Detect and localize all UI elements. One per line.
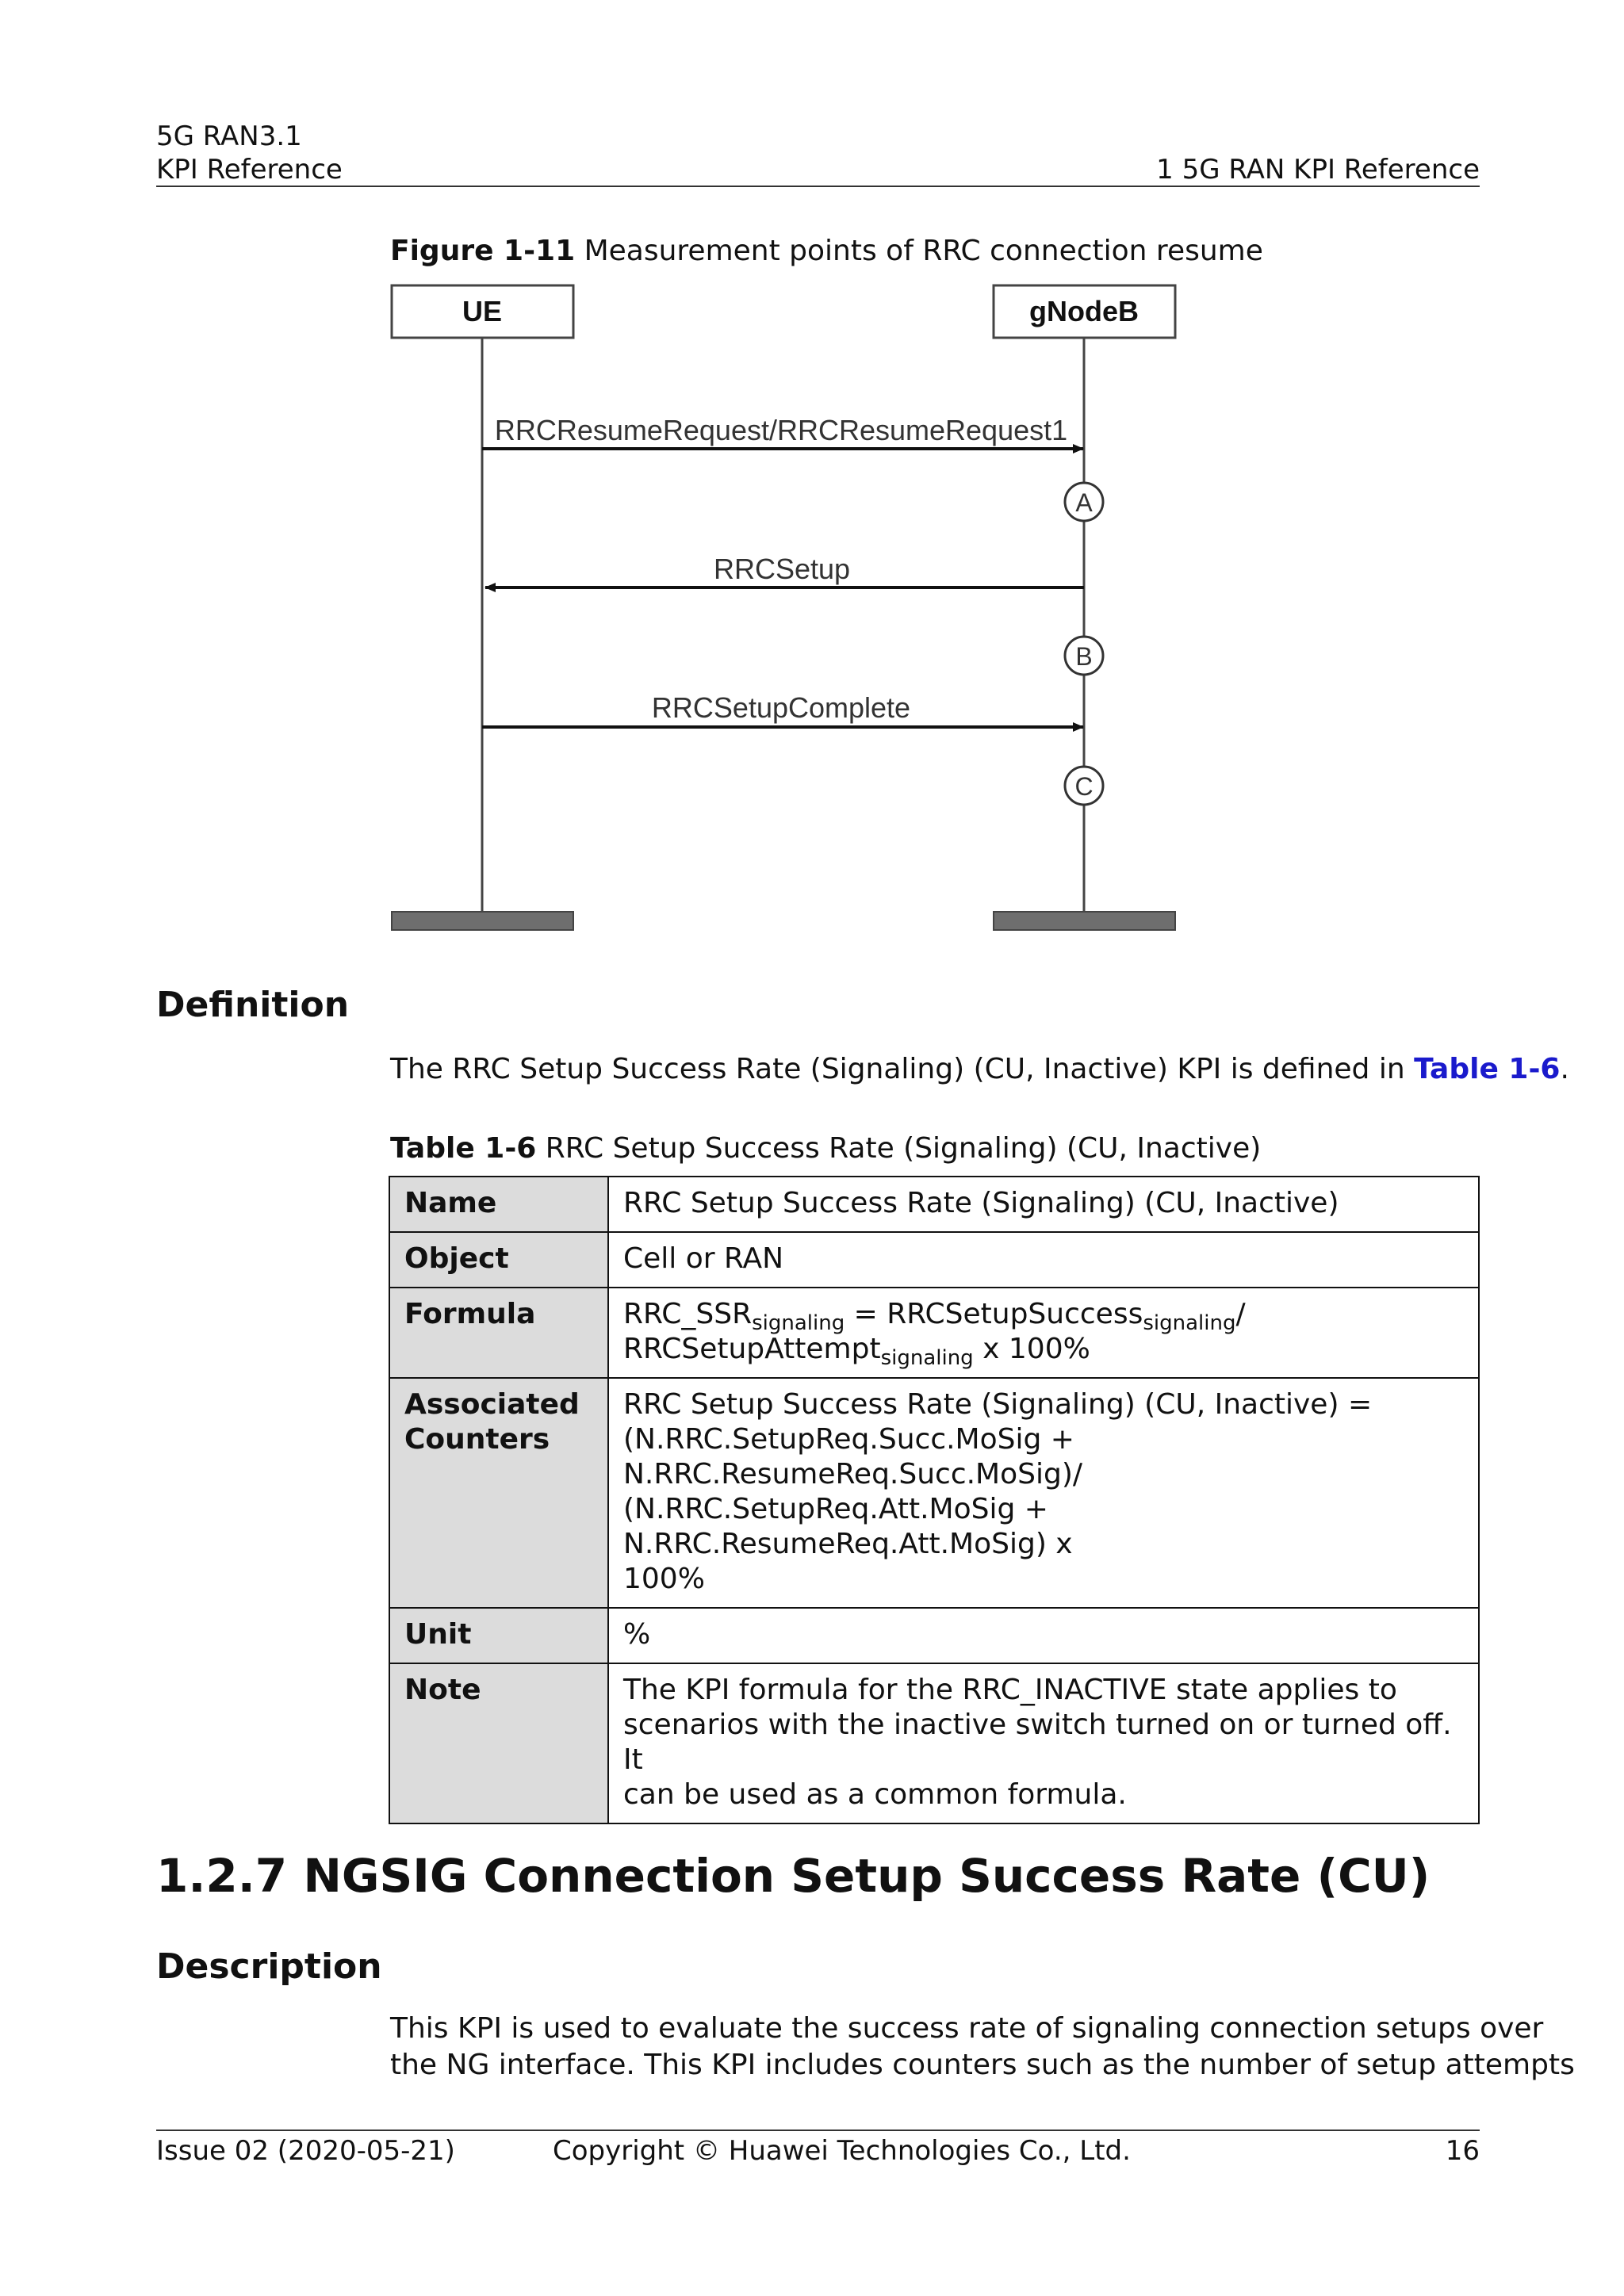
gnodeb-entity-label: gNodeB [1029, 295, 1139, 327]
footer-copyright: Copyright © Huawei Technologies Co., Ltd. [553, 2135, 1131, 2167]
table-key-note: Note [389, 1663, 608, 1823]
table-key-counters-line2: Counters [404, 1423, 550, 1456]
table-value-formula [608, 1288, 1479, 1378]
gnodeb-lifeline-end [994, 912, 1175, 930]
figure-label: Figure 1-11 [390, 235, 576, 267]
formula-denominator-sub: signaling [880, 1346, 974, 1370]
table-key-counters-line1: Associated [404, 1388, 580, 1421]
section-title: 1.2.7 NGSIG Connection Setup Success Rate (CU) [156, 1849, 1431, 1903]
measurement-point-b-label: B [1075, 642, 1093, 671]
formula-lhs-sub: signaling [752, 1311, 845, 1335]
table-value-name: RRC Setup Success Rate (Signaling) (CU, Inactive) [608, 1177, 1479, 1232]
table-row-note [389, 1663, 1479, 1823]
figure-title: Measurement points of RRC connection resume [584, 235, 1263, 267]
table-value-unit: % [608, 1608, 1479, 1663]
message-resume-request-label: RRCResumeRequest/RRCResumeRequest1 [494, 414, 1068, 446]
header-rule [156, 186, 1480, 187]
note-line-3: can be used as a common formula. [623, 1778, 1127, 1811]
figure-caption [390, 235, 1263, 267]
table-1-6-link[interactable]: Table 1-6 [1414, 1053, 1561, 1085]
definition-tail: . [1560, 1053, 1569, 1085]
formula-divide: / [1235, 1298, 1246, 1330]
formula-lhs: RRC_SSR [623, 1298, 753, 1330]
table-key-object: Object [389, 1232, 608, 1288]
formula-numerator: = RRCSetupSuccess [845, 1298, 1143, 1330]
counters-line-4: 100% [623, 1563, 705, 1595]
formula-multiplier: x 100% [973, 1333, 1090, 1365]
table-row-formula [389, 1288, 1479, 1378]
formula-numerator-sub: signaling [1143, 1311, 1236, 1335]
kpi-definition-table [389, 1176, 1480, 1824]
table-key-formula: Formula [389, 1288, 608, 1378]
ue-lifeline-end [392, 912, 573, 930]
table-key-unit: Unit [389, 1608, 608, 1663]
definition-paragraph [390, 1051, 1569, 1088]
formula-denominator: RRCSetupAttempt [623, 1333, 881, 1365]
measurement-point-a-label: A [1075, 488, 1093, 517]
measurement-point-c-label: C [1074, 772, 1094, 801]
description-heading: Description [156, 1946, 382, 1987]
table-title: RRC Setup Success Rate (Signaling) (CU, Inactive) [545, 1132, 1262, 1165]
header-product: 5G RAN3.1 [156, 121, 302, 152]
counters-line-3: (N.RRC.SetupReq.Att.MoSig + N.RRC.ResumeReq.Att.MoSig) x [623, 1493, 1073, 1560]
definition-text: The RRC Setup Success Rate (Signaling) (CU, Inactive) KPI is defined in [390, 1053, 1415, 1085]
formula-line-2 [623, 1332, 1464, 1370]
table-row-object [389, 1232, 1479, 1288]
table-caption [390, 1132, 1261, 1165]
footer-rule [156, 2130, 1480, 2131]
message-setup-complete-label: RRCSetupComplete [651, 691, 911, 724]
note-line-2: scenarios with the inactive switch turned on or turned off. It [623, 1709, 1452, 1776]
sequence-diagram [381, 277, 1189, 943]
table-row-unit [389, 1608, 1479, 1663]
table-key-counters [389, 1378, 608, 1608]
footer-issue: Issue 02 (2020-05-21) [156, 2135, 455, 2167]
description-line-1: This KPI is used to evaluate the success rate of signaling connection setups over [390, 2012, 1544, 2045]
table-key-name: Name [389, 1177, 608, 1232]
header-doc-title: KPI Reference [156, 154, 343, 186]
ue-entity-label: UE [462, 295, 503, 327]
table-value-object: Cell or RAN [608, 1232, 1479, 1288]
note-line-1: The KPI formula for the RRC_INACTIVE state applies to [623, 1674, 1397, 1706]
header-chapter: 1 5G RAN KPI Reference [1156, 154, 1480, 186]
table-row-name [389, 1177, 1479, 1232]
table-value-note [608, 1663, 1479, 1823]
table-value-counters [608, 1378, 1479, 1608]
formula-line-1 [623, 1297, 1464, 1335]
description-line-2: the NG interface. This KPI includes counters such as the number of setup attempts [390, 2049, 1575, 2081]
counters-line-1: RRC Setup Success Rate (Signaling) (CU, Inactive) = [623, 1388, 1373, 1421]
description-paragraph [390, 2011, 1575, 2084]
definition-heading: Definition [156, 985, 350, 1025]
table-row-counters [389, 1378, 1479, 1608]
table-label: Table 1-6 [390, 1132, 537, 1165]
counters-line-2: (N.RRC.SetupReq.Succ.MoSig + N.RRC.ResumeReq.Succ.MoSig)/ [623, 1423, 1083, 1490]
footer-page-number: 16 [1445, 2135, 1480, 2167]
message-rrc-setup-label: RRCSetup [713, 553, 851, 585]
